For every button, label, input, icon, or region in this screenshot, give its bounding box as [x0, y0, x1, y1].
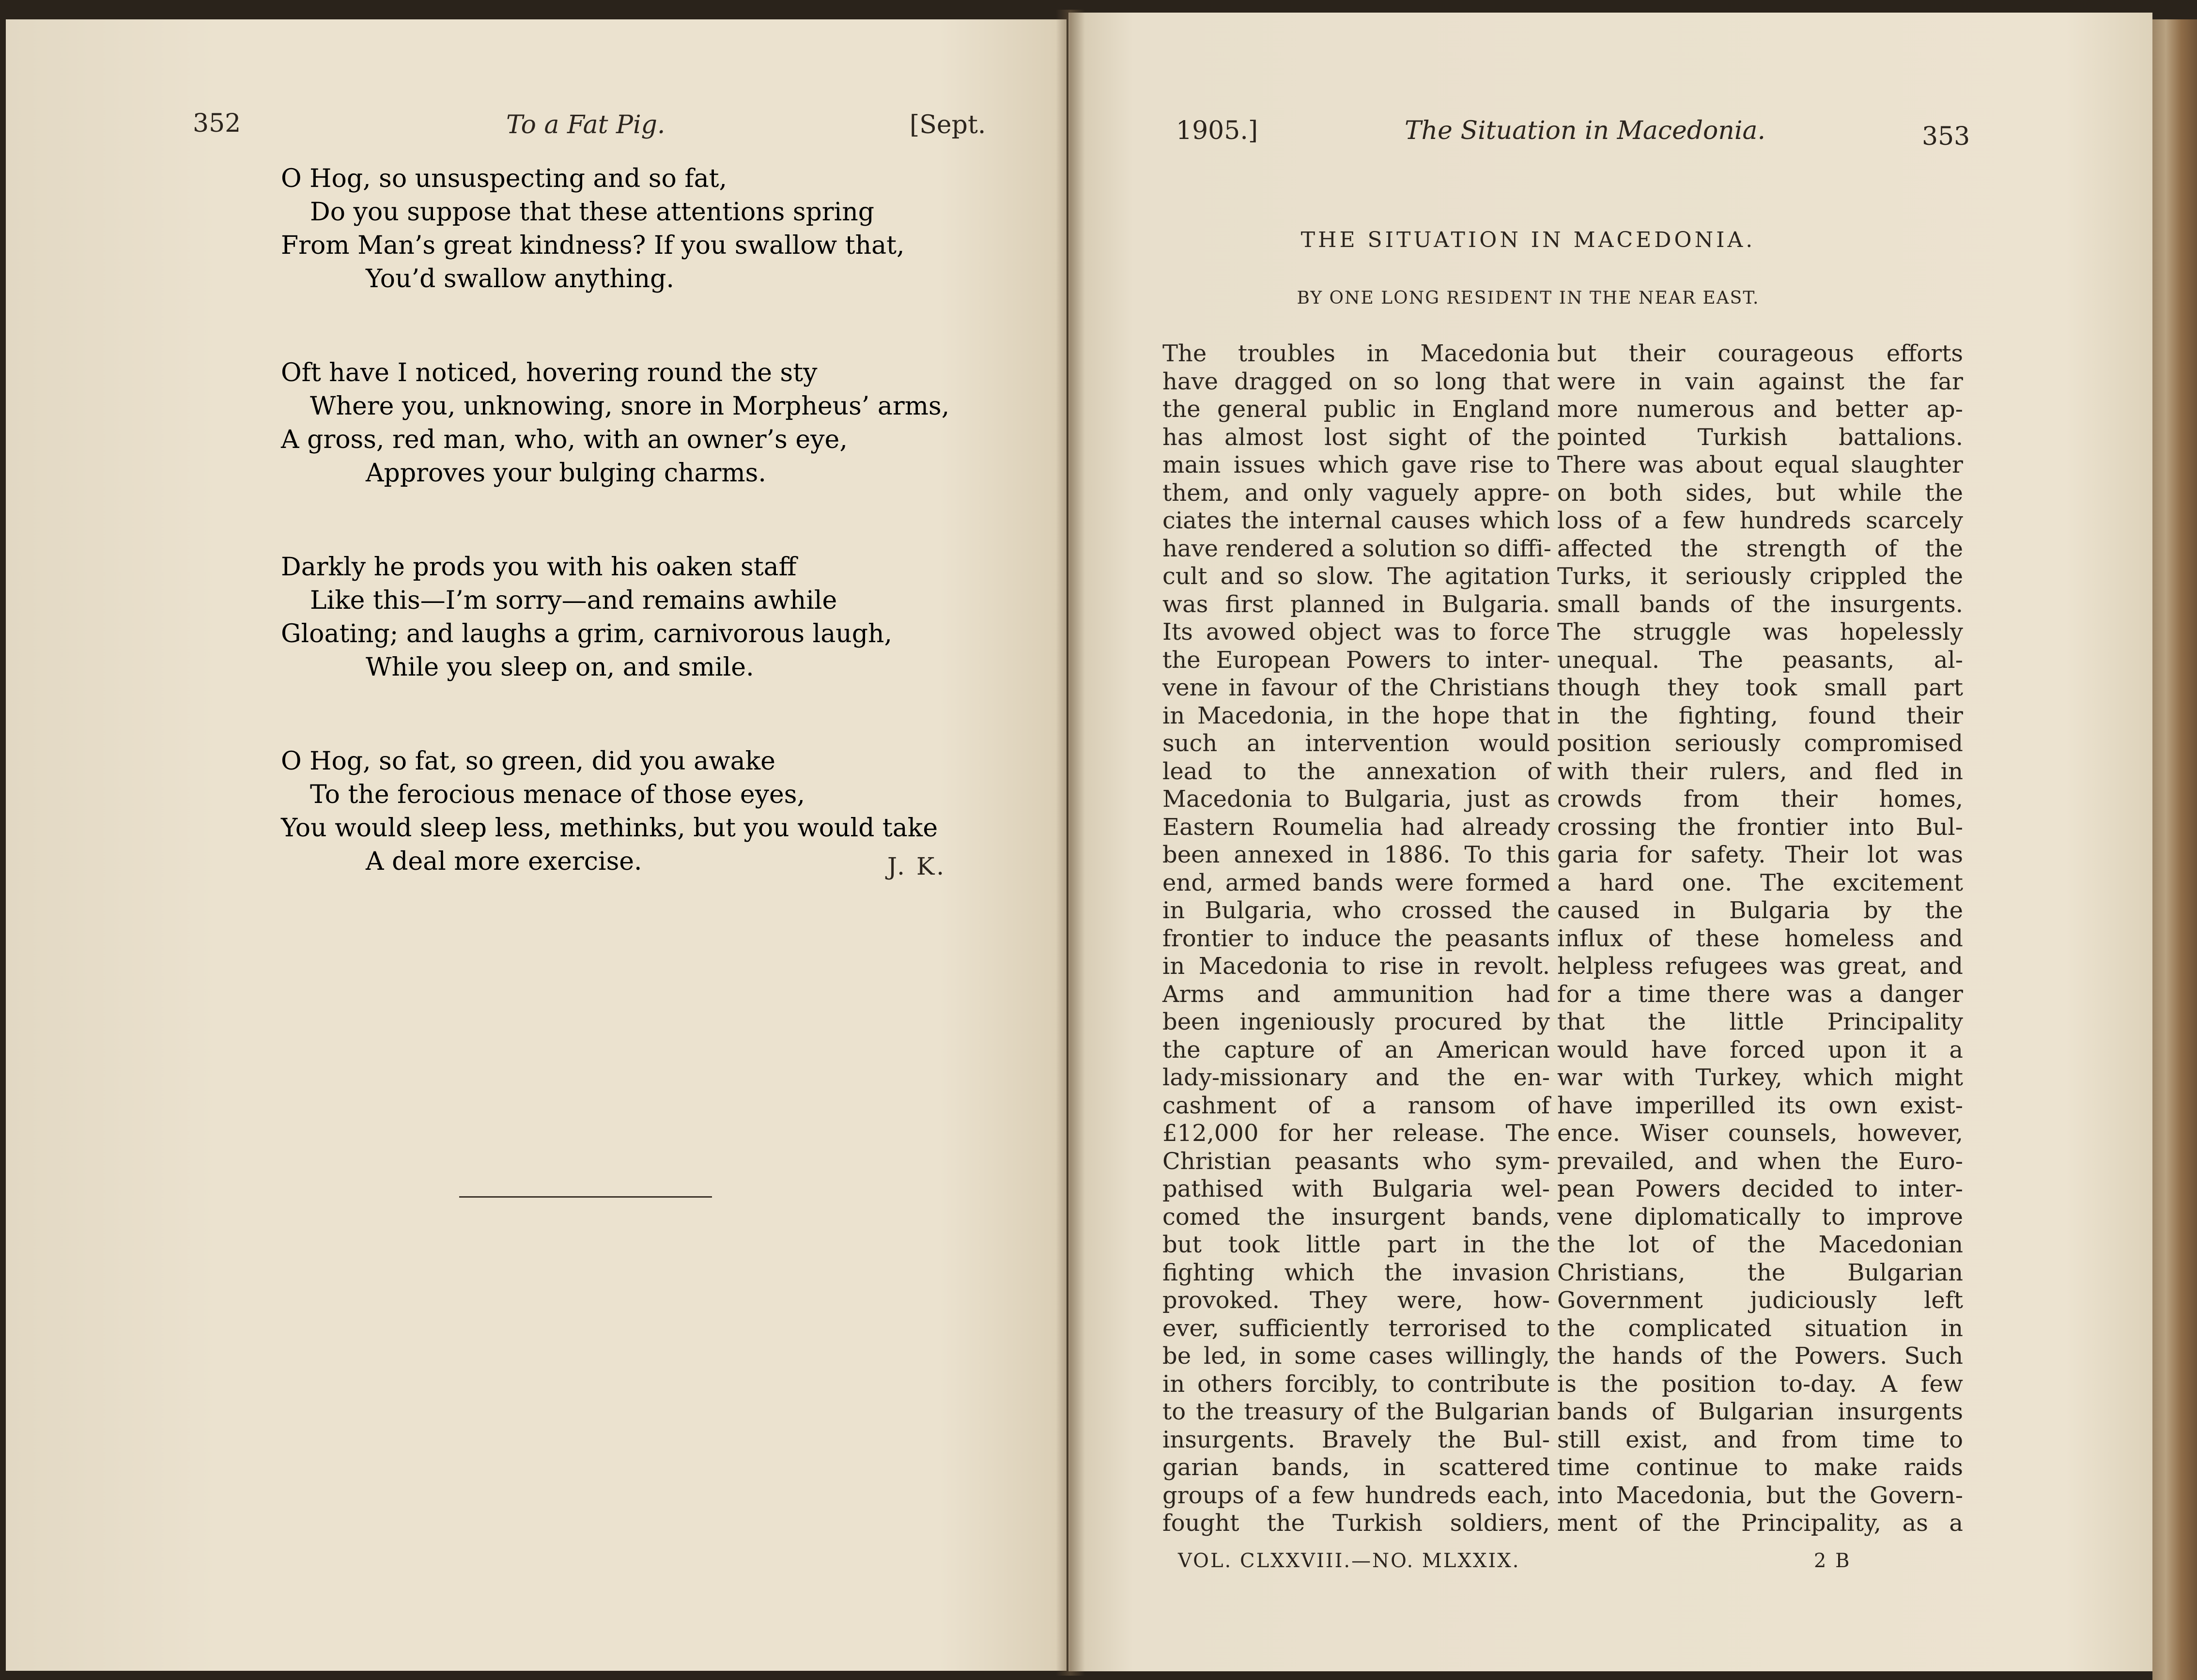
- text-line: influx of these homeless and: [1557, 925, 1963, 952]
- poem-line: You would sleep less, methinks, but you would take: [281, 814, 938, 843]
- page-edge: [2152, 19, 2197, 1680]
- poem-line: While you sleep on, and smile.: [366, 653, 754, 682]
- text-line: groups of a few hundreds each,: [1162, 1481, 1550, 1509]
- stanza-3: [281, 551, 983, 684]
- text-line: that the little Principality: [1557, 1008, 1963, 1035]
- text-line: was first planned in Bulgaria.: [1162, 590, 1550, 618]
- text-line: There was about equal slaughter: [1557, 451, 1963, 478]
- text-line: in Bulgaria, who crossed the: [1162, 897, 1550, 924]
- text-line: caused in Bulgaria by the: [1557, 897, 1963, 924]
- text-line: with their rulers, and fled in: [1557, 757, 1963, 785]
- footer-signature-mark: 2 B: [1814, 1550, 1851, 1572]
- text-line: ment of the Principality, as a: [1557, 1510, 1963, 1537]
- text-line: ever, sufficiently terrorised to: [1162, 1314, 1550, 1342]
- text-line: pathised with Bulgaria wel-: [1162, 1175, 1550, 1202]
- text-line: into Macedonia, but the Govern-: [1557, 1481, 1963, 1509]
- text-line: more numerous and better ap-: [1557, 396, 1963, 423]
- section-rule: [459, 1196, 712, 1198]
- text-line: fighting which the invasion: [1162, 1259, 1550, 1286]
- text-line: a hard one. The excitement: [1557, 869, 1963, 896]
- text-line: Arms and ammunition had: [1162, 980, 1550, 1008]
- text-line: but took little part in the: [1162, 1231, 1550, 1258]
- text-line: Macedonia to Bulgaria, just as: [1162, 786, 1550, 813]
- right-page-number: 353: [1922, 122, 1970, 151]
- stanza-2: [281, 356, 983, 490]
- text-line: small bands of the insurgents.: [1557, 590, 1963, 618]
- text-line: cashment of a ransom of: [1162, 1092, 1550, 1119]
- text-line: but their courageous efforts: [1557, 340, 1963, 367]
- text-line: the complicated situation in: [1557, 1314, 1963, 1342]
- text-line: garian bands, in scattered: [1162, 1454, 1550, 1481]
- text-line: garia for safety. Their lot was: [1557, 841, 1963, 868]
- poem-line: O Hog, so unsuspecting and so fat,: [281, 164, 727, 193]
- text-line: pean Powers decided to inter-: [1557, 1175, 1963, 1202]
- poem-line: You’d swallow anything.: [366, 264, 674, 293]
- right-running-date: 1905.]: [1176, 116, 1258, 145]
- text-line: helpless refugees was great, and: [1557, 953, 1963, 980]
- article-column-2: [1557, 340, 1963, 1538]
- text-line: comed the insurgent bands,: [1162, 1203, 1550, 1231]
- text-line: in the fighting, found their: [1557, 702, 1963, 729]
- text-line: the capture of an American: [1162, 1036, 1550, 1063]
- text-line: cult and so slow. The agitation: [1162, 563, 1550, 590]
- text-line: prevailed, and when the Euro-: [1557, 1147, 1963, 1175]
- article-column-1: [1162, 340, 1550, 1538]
- text-line: in others forcibly, to contribute: [1162, 1370, 1550, 1398]
- poem-line: Gloating; and laughs a grim, carnivorous laugh,: [281, 619, 893, 648]
- text-line: have dragged on so long that: [1162, 368, 1550, 395]
- text-line: Its avowed object was to force: [1162, 618, 1550, 646]
- text-line: loss of a few hundreds scarcely: [1557, 507, 1963, 534]
- text-line: them, and only vaguely appre-: [1162, 479, 1550, 507]
- text-line: been annexed in 1886. To this: [1162, 841, 1550, 868]
- left-page-number: 352: [193, 109, 241, 138]
- text-line: £12,000 for her release. The: [1162, 1120, 1550, 1147]
- text-line: Christians, the Bulgarian: [1557, 1259, 1963, 1286]
- text-line: Government judiciously left: [1557, 1287, 1963, 1314]
- text-line: provoked. They were, how-: [1162, 1287, 1550, 1314]
- right-running-title: The Situation in Macedonia.: [1405, 116, 1766, 145]
- text-line: insurgents. Bravely the Bul-: [1162, 1426, 1550, 1453]
- text-line: have imperilled its own exist-: [1557, 1092, 1963, 1119]
- text-line: The struggle was hopelessly: [1557, 618, 1963, 646]
- text-line: time continue to make raids: [1557, 1454, 1963, 1481]
- text-line: ence. Wiser counsels, however,: [1557, 1120, 1963, 1147]
- text-line: unequal. The peasants, al-: [1557, 646, 1963, 674]
- article-byline: BY ONE LONG RESIDENT IN THE NEAR EAST.: [1297, 288, 1760, 308]
- poem-line: Like this—I’m sorry—and remains awhile: [310, 586, 837, 615]
- text-line: fought the Turkish soldiers,: [1162, 1510, 1550, 1537]
- text-line: though they took small part: [1557, 674, 1963, 701]
- text-line: ciates the internal causes which: [1162, 507, 1550, 534]
- text-line: be led, in some cases willingly,: [1162, 1342, 1550, 1370]
- text-line: position seriously compromised: [1557, 730, 1963, 757]
- left-running-date: [Sept.: [910, 110, 986, 139]
- text-line: crowds from their homes,: [1557, 786, 1963, 813]
- poem-line: A deal more exercise.: [366, 847, 642, 876]
- text-line: in Macedonia to rise in revolt.: [1162, 953, 1550, 980]
- article-title: THE SITUATION IN MACEDONIA.: [1300, 228, 1756, 252]
- poem-line: O Hog, so fat, so green, did you awake: [281, 747, 775, 776]
- text-line: Eastern Roumelia had already: [1162, 813, 1550, 841]
- text-line: for a time there was a danger: [1557, 980, 1963, 1008]
- text-line: main issues which gave rise to: [1162, 451, 1550, 478]
- poem-line: To the ferocious menace of those eyes,: [310, 780, 805, 809]
- poem-line: Do you suppose that these attentions spring: [310, 198, 875, 227]
- text-line: has almost lost sight of the: [1162, 423, 1550, 451]
- stanza-4: [281, 745, 983, 879]
- poem-line: Oft have I noticed, hovering round the sty: [281, 358, 818, 387]
- text-line: such an intervention would: [1162, 730, 1550, 757]
- text-line: The troubles in Macedonia: [1162, 340, 1550, 367]
- poem-line: Darkly he prods you with his oaken staff: [281, 553, 797, 582]
- poem: [281, 162, 983, 939]
- footer-volume: VOL. CLXXVIII.—NO. MLXXIX.: [1178, 1550, 1520, 1572]
- text-line: lady-missionary and the en-: [1162, 1064, 1550, 1091]
- text-line: have rendered a solution so diffi-: [1162, 535, 1551, 562]
- text-line: would have forced upon it a: [1557, 1036, 1963, 1063]
- text-line: to the treasury of the Bulgarian: [1162, 1398, 1550, 1425]
- text-line: the European Powers to inter-: [1162, 646, 1550, 674]
- text-line: the general public in England: [1162, 396, 1550, 423]
- text-line: crossing the frontier into Bul-: [1557, 813, 1963, 841]
- text-line: were in vain against the far: [1557, 368, 1963, 395]
- text-line: the lot of the Macedonian: [1557, 1231, 1963, 1258]
- poem-line: From Man’s great kindness? If you swallow that,: [281, 231, 905, 260]
- text-line: vene in favour of the Christians: [1162, 674, 1550, 701]
- text-line: end, armed bands were formed: [1162, 869, 1550, 896]
- text-line: been ingeniously procured by: [1162, 1008, 1550, 1035]
- text-line: on both sides, but while the: [1557, 479, 1963, 507]
- left-running-title: To a Fat Pig.: [506, 110, 665, 139]
- poem-line: Approves your bulging charms.: [366, 459, 766, 488]
- text-line: affected the strength of the: [1557, 535, 1963, 562]
- poem-line: Where you, unknowing, snore in Morpheus’ arms,: [310, 392, 950, 421]
- text-line: frontier to induce the peasants: [1162, 925, 1550, 952]
- book-gutter: [1056, 10, 1085, 1676]
- text-line: Turks, it seriously crippled the: [1557, 563, 1963, 590]
- poem-line: A gross, red man, who, with an owner’s eye,: [281, 425, 848, 454]
- text-line: is the position to-day. A few: [1557, 1370, 1963, 1398]
- text-line: vene diplomatically to improve: [1557, 1203, 1963, 1231]
- text-line: Christian peasants who sym-: [1162, 1147, 1550, 1175]
- text-line: war with Turkey, which might: [1557, 1064, 1963, 1091]
- stanza-1: [281, 162, 983, 296]
- poem-signature: J. K.: [887, 852, 946, 880]
- text-line: pointed Turkish battalions.: [1557, 423, 1963, 451]
- text-line: the hands of the Powers. Such: [1557, 1342, 1963, 1370]
- text-line: lead to the annexation of: [1162, 757, 1550, 785]
- text-line: in Macedonia, in the hope that: [1162, 702, 1550, 729]
- text-line: still exist, and from time to: [1557, 1426, 1963, 1453]
- text-line: bands of Bulgarian insurgents: [1557, 1398, 1963, 1425]
